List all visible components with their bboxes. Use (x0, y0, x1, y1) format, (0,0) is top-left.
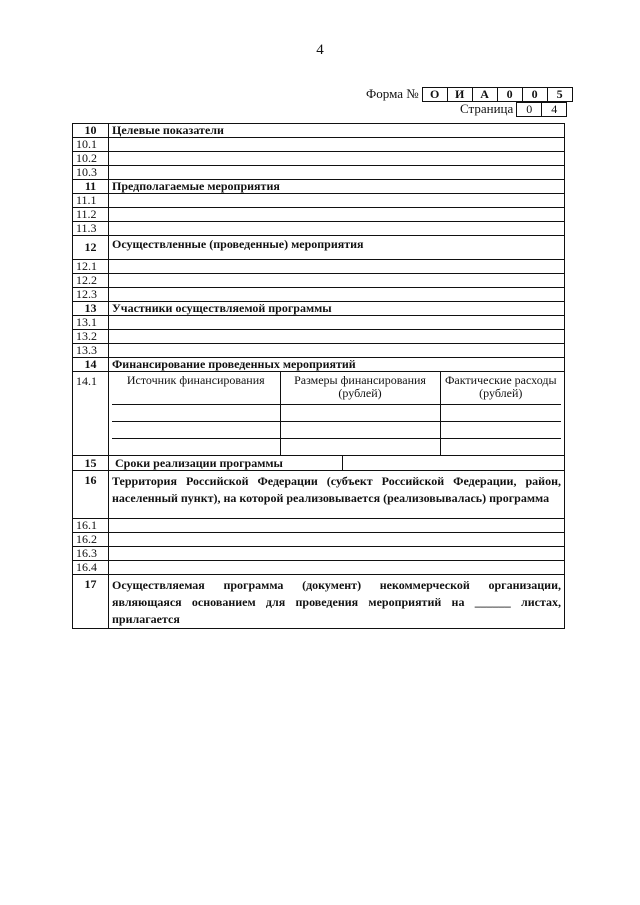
subsection-number: 11.2 (73, 208, 109, 222)
section-row (73, 302, 565, 316)
subsection-row (73, 152, 565, 166)
subsection-number: 10.2 (73, 152, 109, 166)
section-number: 14 (73, 358, 109, 372)
entry-field[interactable] (109, 344, 565, 358)
subsection-number: 12.2 (73, 274, 109, 288)
subsection-number: 16.2 (73, 533, 109, 547)
form-code-cell: 0 (497, 87, 523, 102)
subsection-number: 16.4 (73, 561, 109, 575)
subsection-row (73, 316, 565, 330)
subsection-number: 16.1 (73, 519, 109, 533)
subsection-row (73, 288, 565, 302)
subsection-row (73, 138, 565, 152)
financing-field[interactable] (112, 422, 280, 439)
subsection-row (73, 166, 565, 180)
section-title: Осуществляемая программа (документ) некоммерческой организации, являющаяся основанием для проведения мероприятий на ______ листах, прилагается (109, 575, 565, 629)
section-number: 16 (73, 471, 109, 519)
section-number: 12 (73, 236, 109, 260)
subsection-number: 10.1 (73, 138, 109, 152)
entry-field[interactable] (109, 194, 565, 208)
entry-field[interactable] (109, 316, 565, 330)
form-code-cell: 0 (522, 87, 548, 102)
entry-field[interactable] (109, 260, 565, 274)
page-label: Страница (460, 101, 514, 116)
financing-field[interactable] (112, 439, 280, 456)
report-table (72, 123, 565, 629)
subsection-row (73, 222, 565, 236)
form-code-cell: И (447, 87, 473, 102)
subsection-number: 16.3 (73, 547, 109, 561)
section-title: Сроки реализации программы (112, 456, 343, 470)
section-number: 15 (73, 456, 109, 471)
column-header-source: Источник финансирования (112, 372, 280, 405)
entry-field[interactable] (109, 533, 565, 547)
entry-field[interactable] (109, 152, 565, 166)
page-number: 4 (316, 42, 324, 58)
financing-grid-cell (109, 372, 565, 456)
subsection-row (73, 194, 565, 208)
form-number-row (366, 86, 573, 102)
page-digit-cell: 0 (516, 102, 542, 117)
entry-field[interactable] (109, 547, 565, 561)
financing-header-row (112, 372, 561, 405)
subsection-number: 12.1 (73, 260, 109, 274)
entry-field[interactable] (109, 166, 565, 180)
subsection-row (73, 372, 565, 456)
section-number: 13 (73, 302, 109, 316)
section-row (73, 124, 565, 138)
page-indicator-row (460, 101, 567, 117)
section-title: Территория Российской Федерации (субъект Российской Федерации, район, населенный пункт), на которой реализовывается (реализовывалась) программа (109, 471, 565, 519)
financing-field[interactable] (440, 422, 561, 439)
section-row (73, 180, 565, 194)
subsection-row (73, 547, 565, 561)
subsection-number: 14.1 (73, 372, 109, 456)
form-code-cell: А (472, 87, 498, 102)
subsection-number: 11.3 (73, 222, 109, 236)
section-title-cell (109, 456, 565, 471)
subsection-row (73, 330, 565, 344)
financing-row (112, 422, 561, 439)
financing-field[interactable] (440, 439, 561, 456)
section-title: Предполагаемые мероприятия (109, 180, 565, 194)
financing-table (112, 372, 561, 455)
subsection-row (73, 260, 565, 274)
section-row (73, 358, 565, 372)
column-header-amount: Размеры финансирования (рублей) (280, 372, 440, 405)
section-title: Финансирование проведенных мероприятий (109, 358, 565, 372)
section-number: 10 (73, 124, 109, 138)
section-title: Целевые показатели (109, 124, 565, 138)
subsection-row (73, 561, 565, 575)
financing-field[interactable] (112, 405, 280, 422)
form-code-cell: О (422, 87, 448, 102)
subsection-number: 11.1 (73, 194, 109, 208)
form-code-cell: 5 (547, 87, 573, 102)
subsection-number: 12.3 (73, 288, 109, 302)
subsection-number: 13.3 (73, 344, 109, 358)
subsection-number: 10.3 (73, 166, 109, 180)
financing-field[interactable] (280, 422, 440, 439)
entry-field[interactable] (109, 330, 565, 344)
financing-field[interactable] (440, 405, 561, 422)
financing-row (112, 439, 561, 456)
section-number: 11 (73, 180, 109, 194)
section-title: Участники осуществляемой программы (109, 302, 565, 316)
financing-field[interactable] (280, 405, 440, 422)
entry-field[interactable] (109, 561, 565, 575)
entry-field[interactable] (109, 274, 565, 288)
entry-field[interactable] (109, 138, 565, 152)
subsection-row (73, 208, 565, 222)
financing-field[interactable] (280, 439, 440, 456)
subsection-row (73, 533, 565, 547)
subsection-row (73, 519, 565, 533)
financing-row (112, 405, 561, 422)
section-row (73, 456, 565, 471)
section-row (73, 236, 565, 260)
entry-field[interactable] (109, 222, 565, 236)
entry-field[interactable] (109, 519, 565, 533)
section-row (73, 471, 565, 519)
subsection-row (73, 274, 565, 288)
entry-field[interactable] (109, 288, 565, 302)
page-digit-cell: 4 (541, 102, 567, 117)
subsection-number: 13.2 (73, 330, 109, 344)
section-number: 17 (73, 575, 109, 629)
section-title: Осуществленные (проведенные) мероприятия (109, 236, 565, 260)
subsection-number: 13.1 (73, 316, 109, 330)
section-row (73, 575, 565, 629)
form-number-label: Форма № (366, 86, 419, 101)
entry-field[interactable] (109, 208, 565, 222)
subsection-row (73, 344, 565, 358)
column-header-actual: Фактические расходы (рублей) (440, 372, 561, 405)
